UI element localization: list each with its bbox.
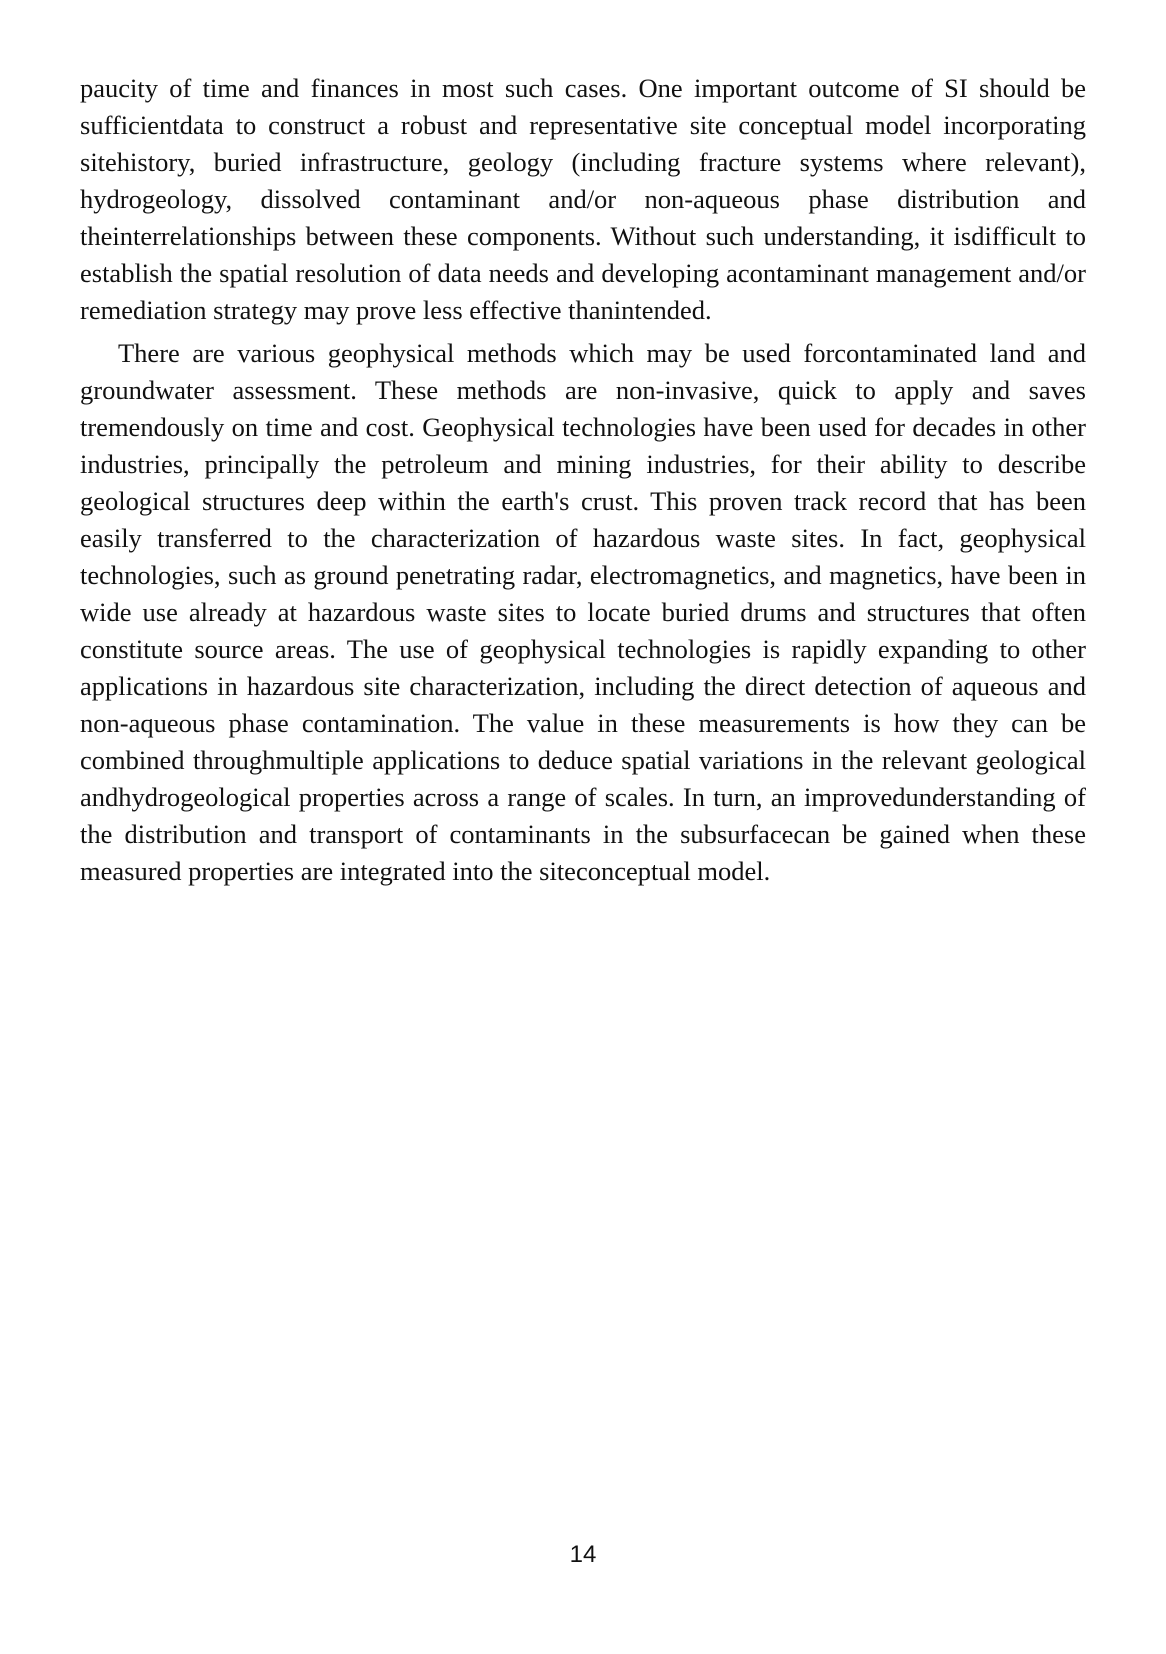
body-text bbox=[80, 70, 1086, 890]
paragraph-2: There are various geophysical methods which may be used forcontaminated land and groundwater assessment. These methods are non-invasive, quick to apply and saves tremendously on time and cost. Geophysical technologies have been used for decades in other industries, principally the petroleum and mining industries, for their ability to describe geological structures deep within the earth's crust. This proven track record that has been easily transferred to the characterization of hazardous waste sites. In fact, geophysical technologies, such as ground penetrating radar, electromagnetics, and magnetics, have been in wide use already at hazardous waste sites to locate buried drums and structures that often constitute source areas. The use of geophysical technologies is rapidly expanding to other applications in hazardous site characterization, including the direct detection of aqueous and non-aqueous phase contamination. The value in these measurements is how they can be combined throughmultiple applications to deduce spatial variations in the relevant geological andhydrogeological properties across a range of scales. In turn, an improvedunderstanding of the distribution and transport of contaminants in the subsurfacecan be gained when these measured properties are integrated into the siteconceptual model. bbox=[80, 338, 1086, 886]
page-number: 14 bbox=[569, 1541, 597, 1568]
paragraph-1: paucity of time and finances in most such cases. One important outcome of SI should be sufficientdata to construct a robust and representative site conceptual model incorporating sitehistory, buried infrastructure, geology (including fracture systems where relevant), hydrogeology, dissolved contaminant and/or non-aqueous phase distribution and theinterrelationships between these components. Without such understanding, it isdifficult to establish the spatial resolution of data needs and developing acontaminant management and/or remediation strategy may prove less effective thanintended. bbox=[80, 73, 1086, 325]
